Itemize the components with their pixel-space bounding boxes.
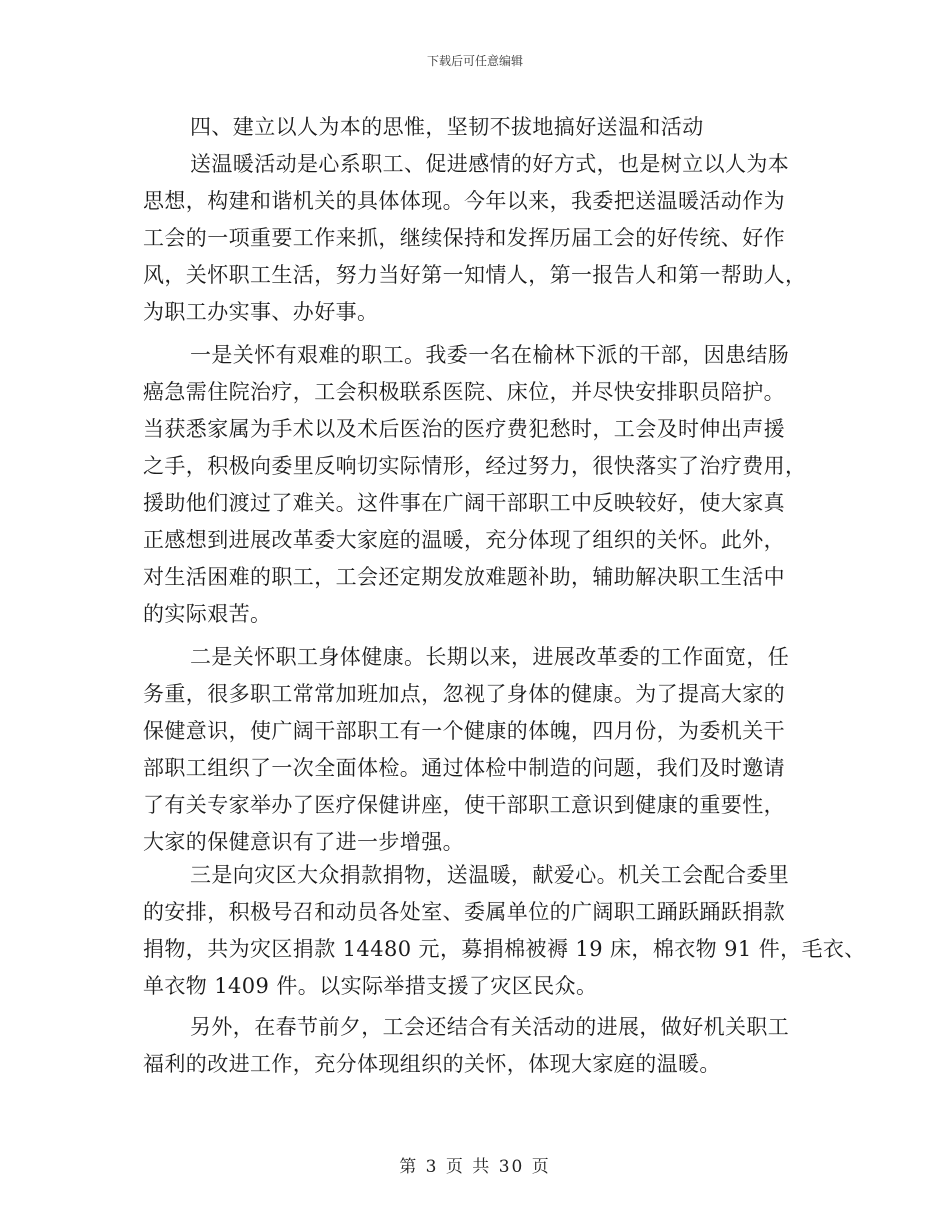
paragraph-line: 癌急需住院治疗，工会积极联系医院、床位，并尽快安排职员陪护。 [143,380,785,404]
paragraph-line: 大家的保健意识有了进一步增强。 [143,830,464,854]
paragraph-line: 正感想到进展改革委大家庭的温暖，充分体现了组织的关怀。此外， [143,528,785,552]
paragraph-line: 捐物，共为灾区捐款 14480 元，募捐棉被褥 19 床，棉衣物 91 件，毛衣、 [143,937,866,961]
paragraph-line: 保健意识，使广阔干部职工有一个健康的体魄，四月份，为委机关干 [143,719,785,743]
paragraph-line: 对生活困难的职工，工会还定期发放难题补助，辅助解决职工生活中 [143,565,785,589]
paragraph-line: 另外，在春节前夕，工会还结合有关活动的进展，做好机关职工 [190,1015,790,1039]
paragraph-line: 的安排，积极号召和动员各处室、委属单位的广阔职工踊跃踊跃捐款 [143,900,785,924]
paragraph-line: 当获悉家属为手术以及术后医治的医疗费犯愁时，工会及时伸出声援 [143,417,785,441]
paragraph-line: 送温暖活动是心系职工、促进感情的好方式，也是树立以人为本 [190,152,790,176]
header-note: 下载后可任意编辑 [426,54,523,68]
paragraph-line: 思想，构建和谐机关的具体体现。今年以来，我委把送温暖活动作为 [143,189,785,213]
paragraph-line: 援助他们渡过了难关。这件事在广阔干部职工中反映较好，使大家真 [143,491,785,515]
paragraph-line: 了有关专家举办了医疗保健讲座，使干部职工意识到健康的重要性， [143,793,785,817]
paragraph-line: 福利的改进工作，充分体现组织的关怀，体现大家庭的温暖。 [143,1052,721,1076]
paragraph-line: 部职工组织了一次全面体检。通过体检中制造的问题，我们及时邀请 [143,756,785,780]
paragraph-line: 的实际艰苦。 [143,602,272,626]
paragraph-line: 三是向灾区大众捐款捐物，送温暖，献爱心。机关工会配合委里 [190,863,790,887]
paragraph-line: 单衣物 1409 件。以实际举措支援了灾区民众。 [143,974,598,998]
paragraph-line: 务重，很多职工常常加班加点，忽视了身体的健康。为了提高大家的 [143,682,785,706]
paragraph-line: 二是关怀职工身体健康。长期以来，进展改革委的工作面宽，任 [190,645,790,669]
paragraph-line: 为职工办实事、办好事。 [143,300,379,324]
paragraph-line: 风，关怀职工生活，努力当好第一知情人，第一报告人和第一帮助人， [143,263,807,287]
page-number-footer: 第 3 页 共 30 页 [399,1157,551,1177]
paragraph-line: 工会的一项重要工作来抓，继续保持和发挥历届工会的好传统、好作 [143,226,785,250]
section-heading: 四、建立以人为本的思惟，坚韧不拔地搞好送温和活动 [190,115,704,139]
paragraph-line: 一是关怀有艰难的职工。我委一名在榆林下派的干部，因患结肠 [190,343,790,367]
paragraph-line: 之手，积极向委里反响切实际情形，经过努力，很快落实了治疗费用， [143,454,807,478]
